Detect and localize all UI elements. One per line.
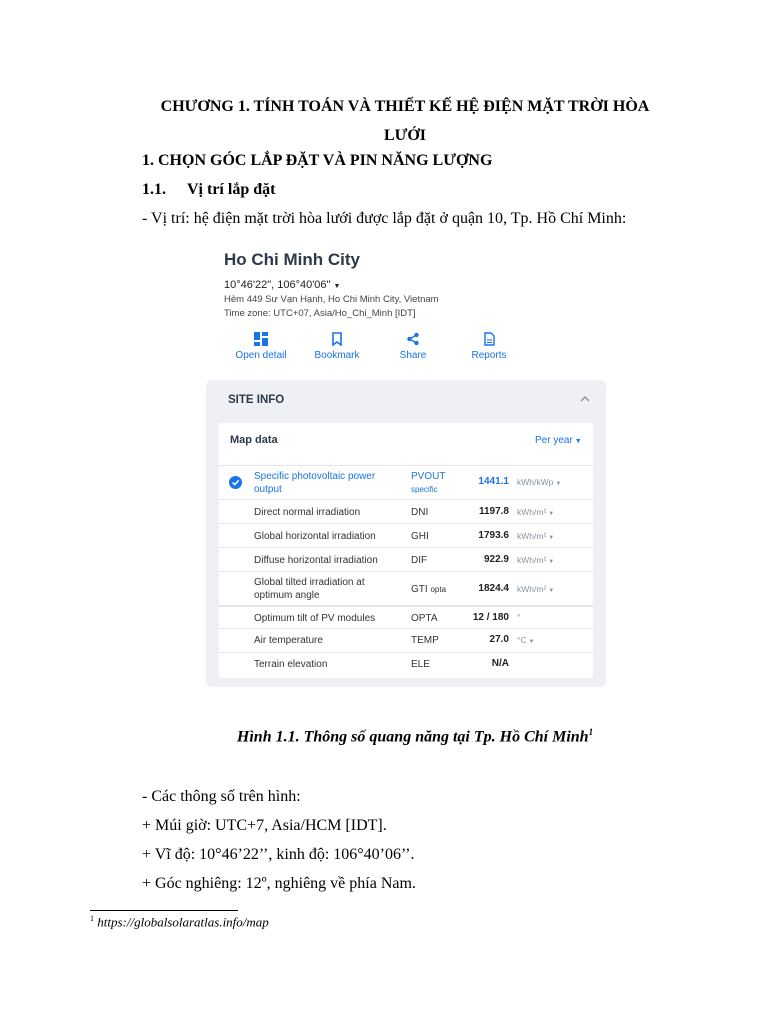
param-coordinates: + Vĩ độ: 10°46’22’’, kinh độ: 106°40’06’’. bbox=[142, 846, 415, 863]
row-unit bbox=[517, 477, 561, 487]
table-row[interactable] bbox=[219, 628, 593, 653]
chapter-title: CHƯƠNG 1. TÍNH TOÁN VÀ THIẾT KẾ HỆ ĐIỆN MẶT TRỜI HÒA LƯỚI bbox=[160, 98, 650, 144]
bookmark-label: Bookmark bbox=[314, 350, 360, 361]
caret-down-icon: ▼ bbox=[528, 639, 535, 645]
footnote-divider bbox=[90, 910, 238, 911]
site-info-panel bbox=[206, 380, 606, 687]
row-unit-text: kWh/m² bbox=[517, 584, 547, 594]
chevron-up-icon[interactable] bbox=[580, 394, 590, 404]
row-unit bbox=[517, 555, 554, 565]
grid-icon bbox=[254, 332, 268, 346]
site-info-screenshot bbox=[206, 246, 608, 691]
row-label: Specific photovoltaic power output bbox=[254, 471, 376, 495]
row-abbr: GHI bbox=[411, 531, 429, 542]
footnote-link[interactable]: https://globalsolaratlas.info/map bbox=[97, 914, 269, 930]
row-value: 27.0 bbox=[489, 634, 509, 645]
param-tilt: + Góc nghiêng: 12º, nghiêng về phía Nam. bbox=[142, 875, 416, 892]
row-value: 922.9 bbox=[483, 554, 509, 565]
coordinates-text: 10°46'22", 106°40'06" bbox=[224, 279, 331, 291]
table-row[interactable] bbox=[219, 523, 593, 548]
row-abbr-main: PVOUT bbox=[411, 471, 446, 482]
row-unit bbox=[517, 584, 554, 594]
row-unit-text: ° bbox=[517, 612, 521, 622]
row-unit bbox=[517, 635, 535, 645]
caption-footnote-ref: 1 bbox=[588, 727, 594, 737]
coordinates[interactable] bbox=[224, 279, 340, 291]
map-data-card bbox=[219, 423, 593, 678]
section-heading: 1. CHỌN GÓC LẮP ĐẶT VÀ PIN NĂNG LƯỢNG bbox=[142, 152, 493, 169]
row-abbr bbox=[411, 583, 446, 596]
intro-paragraph: - Vị trí: hệ điện mặt trời hòa lưới được lắp đặt ở quận 10, Tp. Hồ Chí Minh: bbox=[142, 210, 627, 227]
row-abbr-main: GTI bbox=[411, 584, 428, 595]
params-intro: - Các thông số trên hình: bbox=[142, 788, 301, 805]
row-label: Optimum tilt of PV modules bbox=[254, 613, 376, 624]
period-select[interactable] bbox=[535, 435, 582, 446]
row-unit-text: °C bbox=[517, 635, 527, 645]
row-abbr bbox=[411, 470, 445, 496]
table-row[interactable] bbox=[219, 465, 593, 500]
action-bar bbox=[226, 332, 536, 372]
row-abbr: OPTA bbox=[411, 613, 438, 624]
row-value: 1793.6 bbox=[478, 530, 509, 541]
row-abbr: TEMP bbox=[411, 635, 439, 646]
card-title: Map data bbox=[230, 434, 278, 446]
caret-down-icon: ▼ bbox=[574, 438, 582, 445]
row-label: Global horizontal irradiation bbox=[254, 531, 376, 542]
table-row[interactable] bbox=[219, 571, 593, 606]
caret-down-icon: ▼ bbox=[555, 481, 562, 487]
row-unit-text: kWh/m² bbox=[517, 507, 547, 517]
caret-down-icon: ▼ bbox=[548, 535, 555, 541]
row-abbr-sub: opta bbox=[430, 585, 447, 594]
footnote bbox=[90, 914, 269, 930]
row-value: 1824.4 bbox=[478, 583, 509, 594]
row-label: Global tilted irradiation at optimum angle bbox=[254, 577, 365, 601]
share-icon bbox=[406, 332, 420, 346]
row-value: N/A bbox=[491, 658, 509, 669]
row-label: Terrain elevation bbox=[254, 659, 328, 670]
figure-caption bbox=[0, 727, 768, 746]
row-unit bbox=[517, 612, 520, 622]
row-value: 1197.8 bbox=[478, 506, 509, 517]
row-abbr: DIF bbox=[411, 555, 428, 566]
row-unit bbox=[517, 531, 554, 541]
open-detail-label: Open detail bbox=[235, 350, 287, 361]
reports-label: Reports bbox=[471, 350, 507, 361]
open-detail-button[interactable] bbox=[226, 332, 296, 361]
bookmark-button[interactable] bbox=[302, 332, 372, 361]
row-unit-text: kWh/kWp bbox=[517, 477, 554, 487]
param-timezone: + Múi giờ: UTC+7, Asia/HCM [IDT]. bbox=[142, 817, 387, 834]
caret-down-icon: ▼ bbox=[548, 511, 555, 517]
caret-down-icon: ▼ bbox=[548, 588, 555, 594]
share-button[interactable] bbox=[378, 332, 448, 361]
row-unit bbox=[517, 507, 554, 517]
subsection-title: Vị trí lắp đặt bbox=[187, 181, 276, 198]
document-icon bbox=[482, 332, 496, 346]
share-label: Share bbox=[399, 350, 427, 361]
row-label: Diffuse horizontal irradiation bbox=[254, 555, 378, 566]
table-row[interactable] bbox=[219, 547, 593, 572]
row-label: Air temperature bbox=[254, 635, 323, 646]
city-name: Ho Chi Minh City bbox=[224, 250, 360, 269]
table-row[interactable] bbox=[219, 652, 593, 677]
caret-down-icon: ▼ bbox=[548, 559, 555, 565]
caption-text: Hình 1.1. Thông số quang năng tại Tp. Hồ Chí Minh bbox=[236, 728, 589, 746]
subsection-heading bbox=[142, 179, 275, 201]
caret-down-icon: ▼ bbox=[333, 283, 341, 290]
panel-title: SITE INFO bbox=[228, 394, 285, 406]
row-abbr: DNI bbox=[411, 507, 429, 518]
row-unit-text: kWh/m² bbox=[517, 531, 547, 541]
row-value: 1441.1 bbox=[478, 476, 509, 487]
row-unit-text: kWh/m² bbox=[517, 555, 547, 565]
timezone: Time zone: UTC+07, Asia/Ho_Chi_Minh [IDT] bbox=[224, 308, 416, 319]
row-abbr-sub: specific bbox=[411, 485, 438, 494]
check-circle-icon bbox=[229, 476, 242, 489]
table-row[interactable] bbox=[219, 499, 593, 524]
period-value: Per year bbox=[535, 435, 573, 446]
row-value: 12 / 180 bbox=[472, 612, 509, 623]
footnote-mark: 1 bbox=[90, 914, 94, 923]
bookmark-icon bbox=[330, 332, 344, 346]
address: Hẻm 449 Sư Vạn Hạnh, Ho Chi Minh City, Vietnam bbox=[224, 294, 439, 305]
reports-button[interactable] bbox=[454, 332, 524, 361]
row-label: Direct normal irradiation bbox=[254, 507, 361, 518]
table-row[interactable] bbox=[219, 605, 593, 630]
subsection-number: 1.1. bbox=[142, 181, 166, 198]
row-abbr: ELE bbox=[411, 659, 430, 670]
